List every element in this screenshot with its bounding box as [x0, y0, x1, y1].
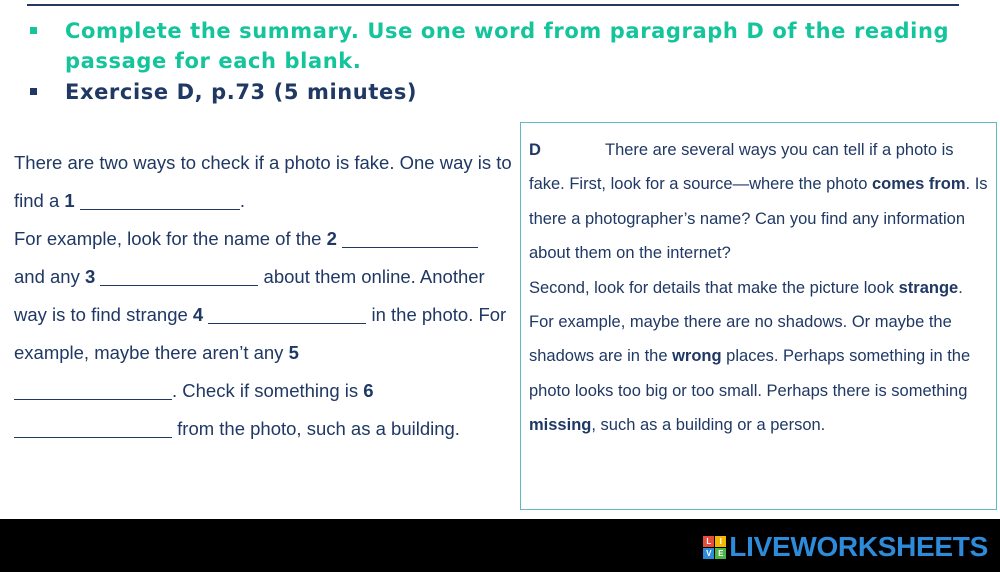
logo-letter: V: [703, 548, 714, 559]
logo-text: LIVEWORKSHEETS: [729, 531, 988, 562]
reading-passage-d: [520, 122, 997, 510]
blank-1-input[interactable]: [80, 188, 240, 210]
passage-text: , such as a building or a person.: [591, 416, 826, 435]
logo-letter: L: [703, 536, 714, 547]
blank-2-input[interactable]: [342, 226, 478, 248]
summary-paragraph: [14, 144, 514, 448]
exercise-text: Exercise D, p.73 (5 minutes): [65, 80, 418, 104]
passage-text: . For example, maybe there are no shadows. Or maybe the shadows are in the: [529, 278, 963, 366]
blank-number: 6: [363, 380, 374, 401]
summary-text: and any: [14, 266, 85, 287]
keyword: wrong: [672, 347, 722, 366]
square-bullet-icon: [30, 88, 37, 95]
top-divider: [27, 4, 959, 6]
paragraph-letter: D: [529, 141, 541, 159]
summary-text: from the photo, such as a building.: [172, 418, 460, 439]
passage-text: places. Perhaps something in the photo looks too big or too small. Perhaps there is something: [529, 347, 971, 400]
instructions: [28, 16, 958, 107]
instruction-exercise: [28, 77, 958, 107]
summary-text: about them online. Another way is to find strange: [14, 266, 485, 325]
instruction-text: Complete the summary. Use one word from paragraph D of the reading passage for each blank.: [65, 19, 950, 73]
keyword: missing: [529, 416, 592, 435]
passage-text: . Is there a photographer’s name? Can you find any information about them on the internet?: [529, 175, 988, 263]
summary-text: There are two ways to check if a photo is fake. One way is to find a: [14, 152, 512, 211]
square-bullet-icon: [30, 27, 37, 34]
blank-number: 4: [192, 304, 204, 325]
blank-number: 1: [64, 190, 75, 211]
instruction-main: [28, 16, 958, 76]
summary-text: For example, look for the name of the: [14, 228, 327, 249]
passage-text: Second, look for details that make the picture look: [529, 278, 899, 297]
blank-4-input[interactable]: [208, 302, 366, 324]
passage-text: There are several ways you can tell if a photo is fake. First, look for a source—where the photo: [529, 141, 954, 194]
logo-grid-icon: [703, 536, 726, 559]
footer-bar: [0, 519, 1000, 572]
blank-5-input[interactable]: [14, 378, 172, 400]
liveworksheets-logo[interactable]: [703, 533, 988, 561]
blank-number: 3: [84, 266, 96, 287]
blank-3-input[interactable]: [100, 264, 258, 286]
summary-text: .: [239, 190, 245, 211]
summary-text: in the photo. For example, maybe there aren’t any: [14, 304, 507, 363]
summary-text: . Check if something is: [172, 380, 364, 401]
keyword: comes from: [872, 175, 966, 194]
logo-letter: E: [715, 548, 726, 559]
keyword: strange: [898, 278, 959, 297]
logo-letter: I: [715, 536, 726, 547]
blank-number: 5: [288, 342, 299, 363]
blank-number: 2: [326, 228, 337, 249]
blank-6-input[interactable]: [14, 416, 172, 438]
